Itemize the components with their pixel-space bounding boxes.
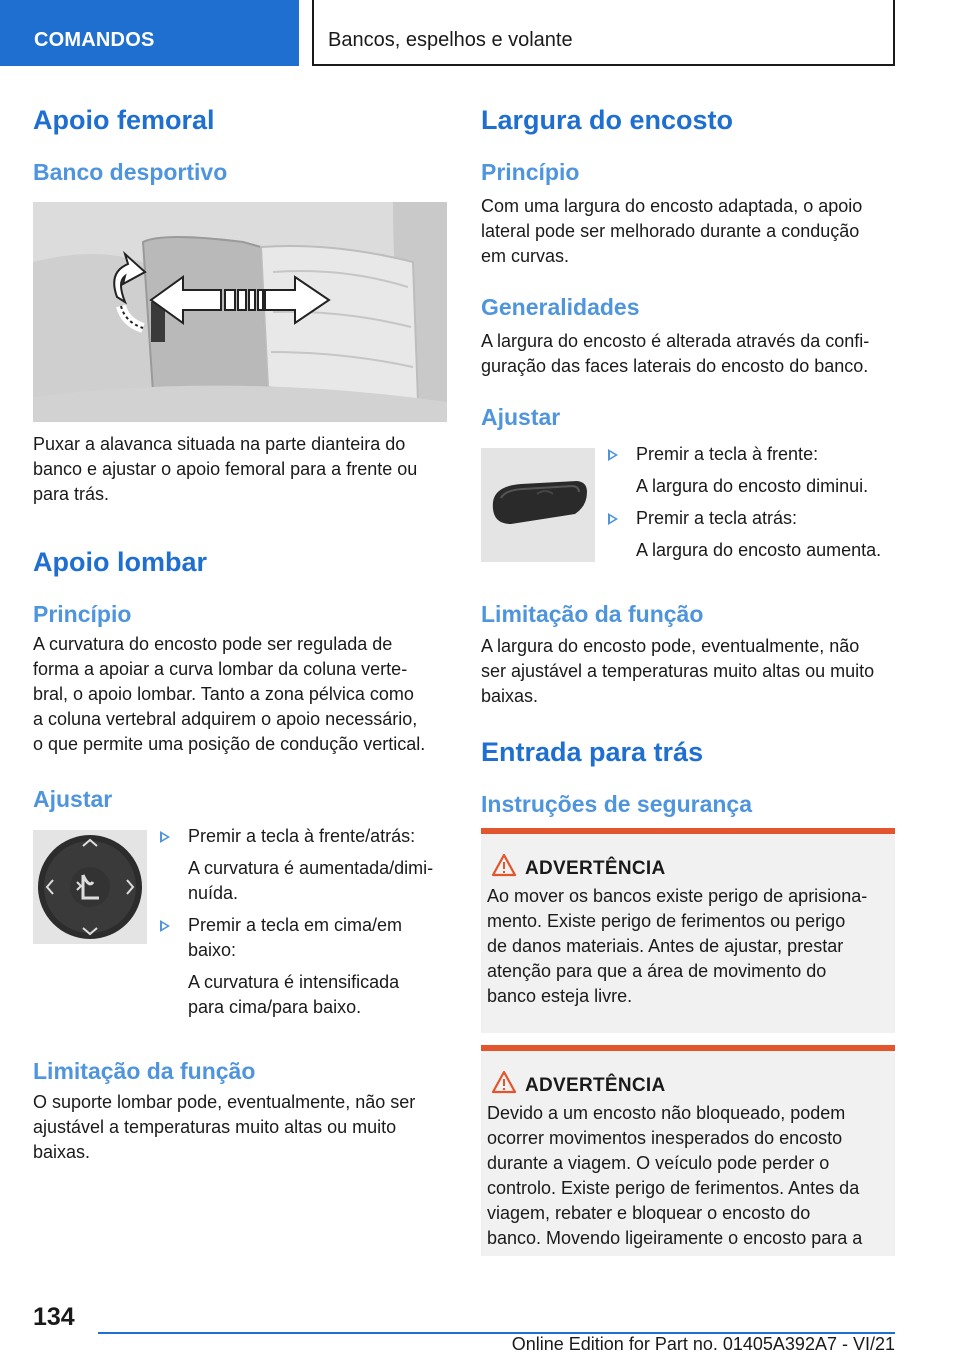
text-line: durante a viagem. O veículo pode perder o [487, 1153, 830, 1173]
step-text: Premir a tecla à frente/atrás: [188, 826, 416, 846]
warning-text [487, 884, 891, 1009]
sport-seat-subtitle: Banco desportivo [33, 159, 228, 185]
lumbar-step-2 [160, 913, 450, 963]
width-limit-heading: Limitação da função [481, 601, 704, 627]
lumbar-limit-text [33, 1090, 447, 1165]
lumbar-principle-heading: Princípio [33, 601, 132, 627]
text-line: baixas. [481, 686, 539, 706]
text-line: A curvatura é intensificada [188, 972, 400, 992]
text-line: o que permite uma posição de condução vertical. [33, 734, 426, 754]
text-line: ser ajustável a temperaturas muito altas ou muito [481, 661, 875, 681]
width-switch-icon [481, 448, 595, 562]
step-text: baixo: [188, 940, 237, 960]
text-line: Ao mover os bancos existe perigo de aprisiona- [487, 886, 868, 906]
width-principle-text [481, 194, 895, 269]
lumbar-support-title: Apoio lombar [33, 547, 207, 577]
text-line: para cima/para baixo. [188, 997, 362, 1017]
lumbar-result-1 [160, 856, 450, 906]
text-line: lateral pode ser melhorado durante a condução [481, 221, 860, 241]
text-line: para trás. [33, 484, 110, 504]
lumbar-step-1 [160, 824, 450, 849]
warning-heading: ADVERTÊNCIA [525, 858, 666, 879]
thigh-support-title: Apoio femoral [33, 105, 215, 135]
lumbar-switch-icon [33, 830, 147, 944]
width-adjust-heading: Ajustar [481, 404, 561, 430]
warning-triangle-icon [491, 1070, 517, 1094]
step-text: Premir a tecla à frente: [636, 444, 819, 464]
rear-entry-title: Entrada para trás [481, 737, 704, 767]
text-line: atenção para que a área de movimento do [487, 961, 827, 981]
width-step-1 [608, 442, 908, 467]
width-steps [608, 442, 908, 563]
lumbar-adjust-heading: Ajustar [33, 786, 113, 812]
width-result-2: A largura do encosto aumenta. [636, 540, 882, 560]
text-line: ocorrer movimentos inesperados do encosto [487, 1128, 843, 1148]
step-triangle-icon [608, 449, 618, 461]
text-line: nuída. [188, 883, 239, 903]
text-line: Devido a um encosto não bloqueado, podem [487, 1103, 846, 1123]
chapter-label: Bancos, espelhos e volante [328, 29, 573, 51]
lumbar-steps [160, 824, 450, 1020]
backrest-width-title: Largura do encosto [481, 105, 734, 135]
width-general-heading: Generalidades [481, 294, 640, 320]
width-general-text [481, 329, 895, 379]
text-line: A curvatura do encosto pode ser regulada de [33, 634, 393, 654]
text-line: Com uma largura do encosto adaptada, o apoio [481, 196, 863, 216]
text-line: guração das faces laterais do encosto do banco. [481, 356, 869, 376]
width-limit-text [481, 634, 901, 709]
width-switch-image [481, 448, 595, 562]
text-line: em curvas. [481, 246, 570, 266]
text-line: ajustável a temperaturas muito altas ou muito [33, 1117, 397, 1137]
text-line: de danos materiais. Antes de ajustar, prestar [487, 936, 844, 956]
warning-box-2 [481, 1045, 895, 1256]
text-line: O suporte lombar pode, eventualmente, não ser [33, 1092, 416, 1112]
thigh-support-text [33, 432, 447, 507]
thigh-support-illustration [33, 202, 447, 422]
step-text: Premir a tecla em cima/em [188, 915, 403, 935]
lumbar-switch-image [33, 830, 147, 944]
text-line: A largura do encosto pode, eventualmente, não [481, 636, 860, 656]
section-tab [0, 0, 299, 66]
text-line: a coluna vertebral adquirem o apoio necessário, [33, 709, 418, 729]
chapter-tab [312, 0, 895, 66]
lumbar-result-2 [160, 970, 450, 1020]
text-line: Puxar a alavanca situada na parte dianteira do [33, 434, 406, 454]
width-principle-heading: Princípio [481, 159, 580, 185]
text-line: forma a apoiar a curva lombar da coluna verte- [33, 659, 408, 679]
step-text: Premir a tecla atrás: [636, 508, 798, 528]
text-line: controlo. Existe perigo de ferimentos. Antes da [487, 1178, 860, 1198]
warning-heading: ADVERTÊNCIA [525, 1075, 666, 1096]
page-number: 134 [33, 1303, 75, 1331]
lumbar-principle-text [33, 632, 453, 757]
step-triangle-icon [160, 831, 170, 843]
text-line: banco e ajustar o apoio femoral para a frente ou [33, 459, 418, 479]
safety-instructions-heading: Instruções de segurança [481, 791, 752, 817]
text-line: banco esteja livre. [487, 986, 633, 1006]
seat-illustration-graphic [33, 202, 447, 422]
section-label: COMANDOS [34, 29, 155, 51]
text-line: viagem, rebater e bloquear o encosto do [487, 1203, 811, 1223]
width-result-1: A largura do encosto diminui. [636, 476, 869, 496]
edition-note: Online Edition for Part no. 01405A392A7 - VI/21 [511, 1334, 895, 1354]
step-triangle-icon [160, 920, 170, 932]
step-triangle-icon [608, 513, 618, 525]
warning-text [487, 1101, 891, 1251]
text-line: bral, o apoio lombar. Tanto a zona pélvica como [33, 684, 414, 704]
text-line: baixas. [33, 1142, 91, 1162]
warning-box-1 [481, 828, 895, 1033]
text-line: mento. Existe perigo de ferimentos ou perigo [487, 911, 846, 931]
text-line: banco. Movendo ligeiramente o encosto para a [487, 1228, 863, 1248]
text-line: A largura do encosto é alterada através da confi- [481, 331, 870, 351]
width-step-2 [608, 506, 908, 531]
lumbar-limit-heading: Limitação da função [33, 1058, 256, 1084]
text-line: A curvatura é aumentada/dimi- [188, 858, 434, 878]
warning-triangle-icon [491, 853, 517, 877]
